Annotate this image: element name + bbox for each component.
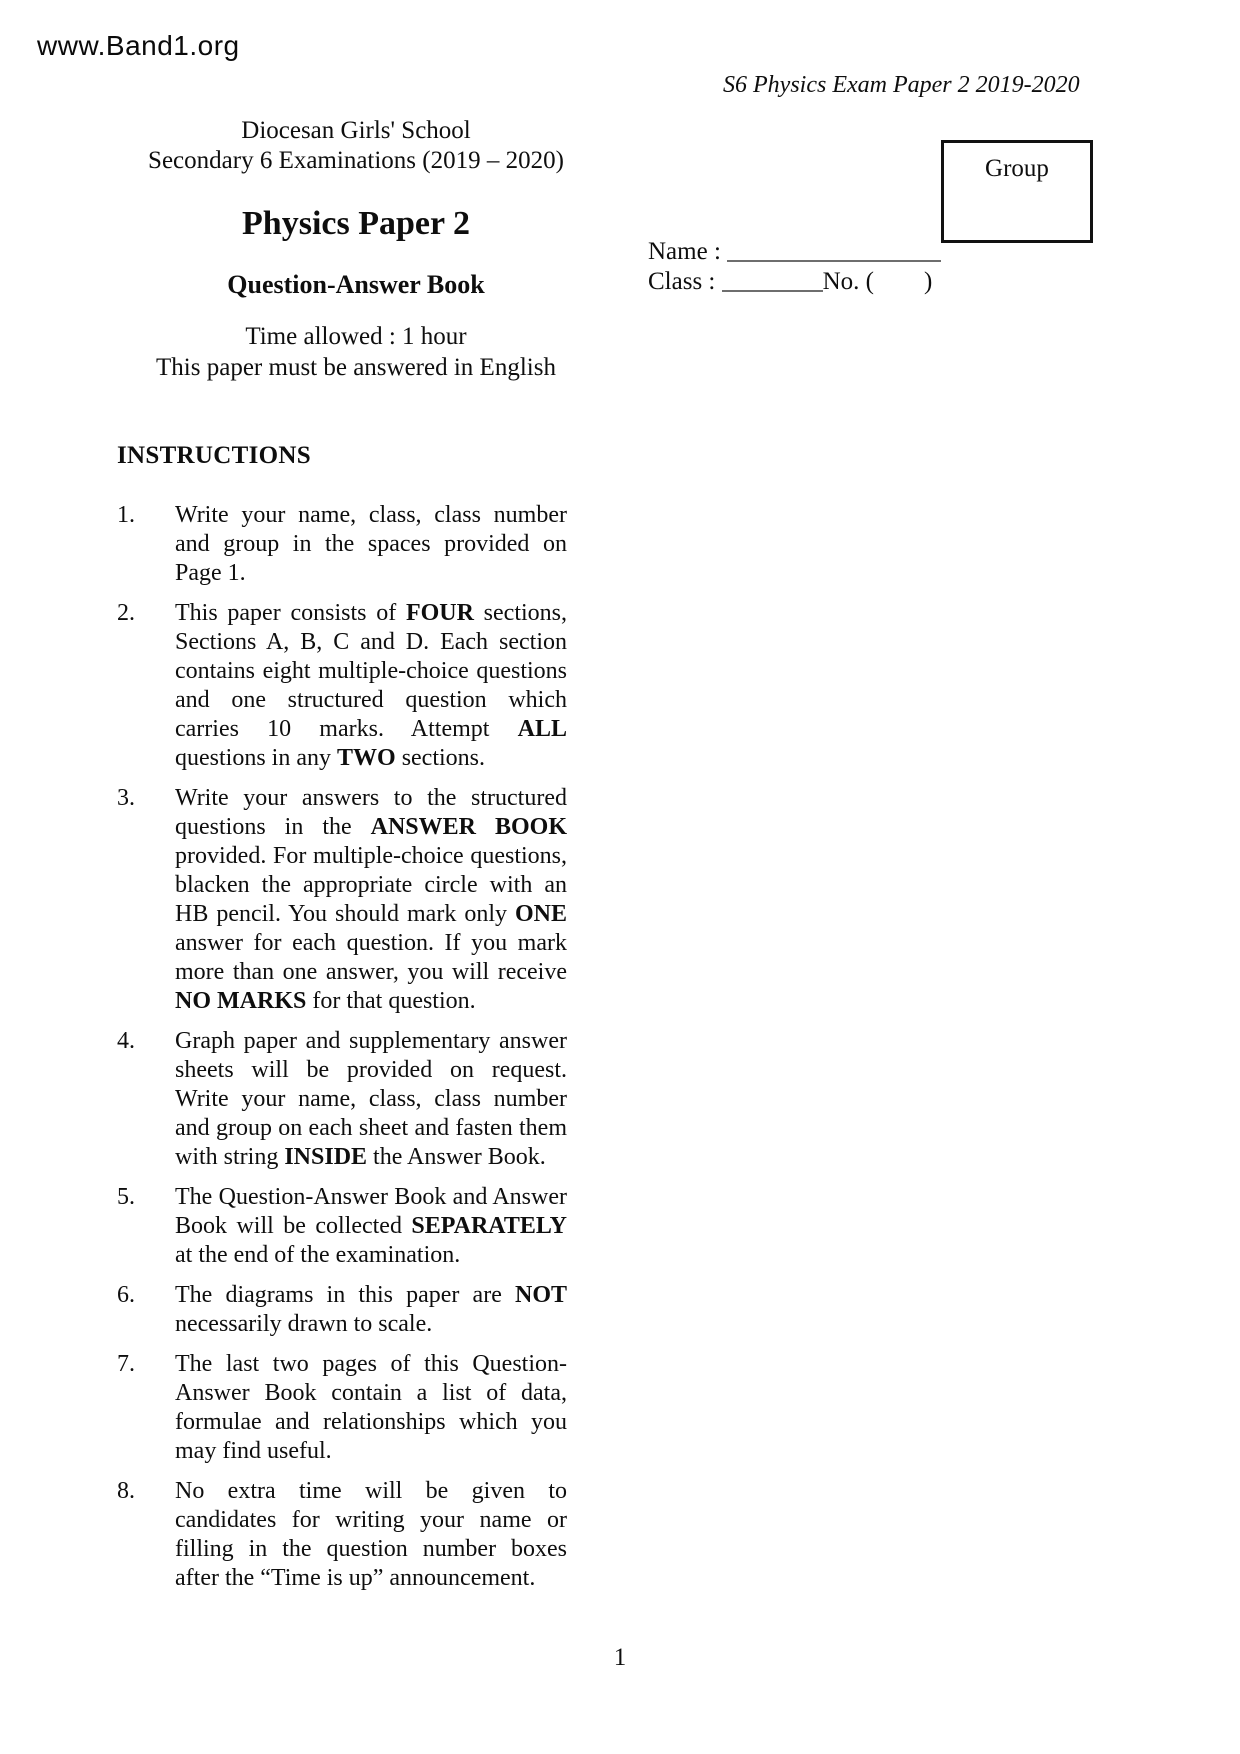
instruction-text: Write your answers to the structured questions in the ANSWER BOOK provided. For multiple-choice questions, blacken the appropriate circle with an HB pencil. You should mark only ONE answer for each question. If you mark more than one answer, you will receive NO MARKS for that question. (175, 785, 567, 1014)
exam-header-note: S6 Physics Exam Paper 2 2019-2020 (723, 72, 1080, 98)
instruction-text: The last two pages of this Question-Answer Book contain a list of data, formulae and relationships which you may find useful. (175, 1351, 567, 1464)
name-label: Name : (648, 238, 721, 265)
instruction-text: The Question-Answer Book and Answer Book will be collected SEPARATELY at the end of the examination. (175, 1184, 567, 1268)
instruction-number: 3. (117, 785, 135, 811)
language-note: This paper must be answered in English (156, 354, 556, 381)
instruction-number: 4. (117, 1028, 135, 1054)
page-number: 1 (613, 1644, 627, 1671)
title-block (100, 116, 612, 383)
student-info (648, 237, 941, 297)
name-row (648, 237, 941, 267)
instruction-item (117, 501, 567, 588)
exam-series: Secondary 6 Examinations (2019 – 2020) (148, 147, 564, 174)
class-no-close-paren: ) (924, 268, 933, 295)
instruction-item (117, 599, 567, 773)
instruction-item (117, 784, 567, 1016)
instruction-item (117, 1281, 567, 1339)
watermark-url: www.Band1.org (37, 30, 240, 61)
instruction-item (117, 1183, 567, 1270)
instruction-text: This paper consists of FOUR sections, Sections A, B, C and D. Each section contains eight multiple-choice questions and one structured question which carries 10 marks. Attempt ALL questions in any TWO sections. (175, 600, 567, 771)
instruction-number: 6. (117, 1282, 135, 1308)
instructions-list (117, 501, 567, 1593)
instruction-item (117, 1027, 567, 1172)
class-row (648, 267, 941, 297)
instruction-number: 5. (117, 1184, 135, 1210)
book-subtitle: Question-Answer Book (227, 270, 485, 299)
class-no-label: No. ( (822, 268, 875, 295)
instruction-text: No extra time will be given to candidates for writing your name or filling in the question number boxes after the “Time is up” announcement. (175, 1478, 567, 1591)
class-blank-line (722, 272, 823, 292)
instruction-text: Graph paper and supplementary answer sheets will be provided on request. Write your name, class, class number and group on each sheet and fasten them with string INSIDE the Answer Book. (175, 1028, 567, 1170)
instructions-section (117, 441, 567, 1604)
instructions-heading: INSTRUCTIONS (117, 442, 311, 469)
time-allowed: Time allowed : 1 hour (245, 323, 467, 350)
instruction-item (117, 1350, 567, 1466)
name-blank-line (727, 242, 941, 262)
class-label: Class : (648, 268, 716, 295)
group-box (941, 140, 1093, 243)
group-label: Group (985, 155, 1049, 182)
instruction-number: 2. (117, 600, 135, 626)
instruction-number: 1. (117, 502, 135, 528)
instruction-text: Write your name, class, class number and group in the spaces provided on Page 1. (175, 502, 567, 586)
instruction-number: 7. (117, 1351, 135, 1377)
paper-title: Physics Paper 2 (242, 205, 470, 242)
instruction-item (117, 1477, 567, 1593)
instruction-number: 8. (117, 1478, 135, 1504)
school-name: Diocesan Girls' School (241, 117, 471, 144)
instruction-text: The diagrams in this paper are NOT necessarily drawn to scale. (175, 1282, 567, 1337)
